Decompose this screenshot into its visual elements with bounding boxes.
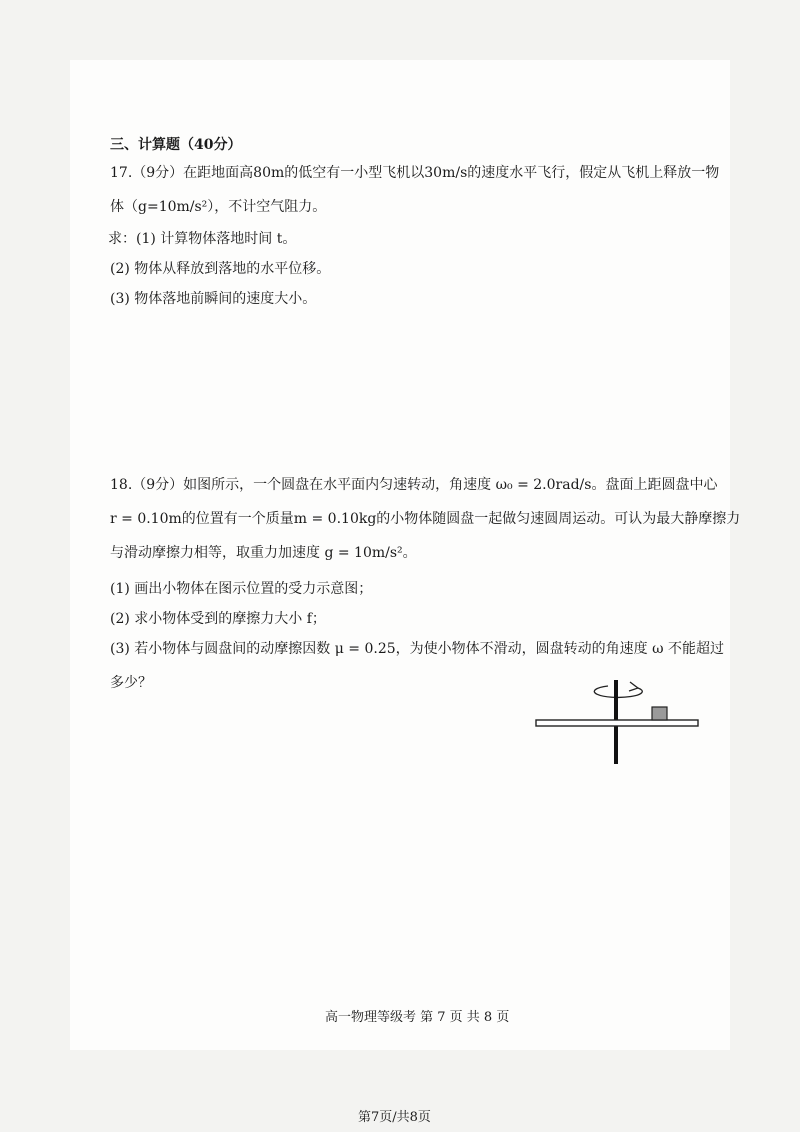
q18-part-3: (3) 若小物体与圆盘间的动摩擦因数 μ = 0.25，为使小物体不滑动，圆盘转动的角速度 ω 不能超过 xyxy=(110,641,724,657)
q17-part-1: 求：(1) 计算物体落地时间 t。 xyxy=(108,231,297,247)
q18-part-1: (1) 画出小物体在图示位置的受力示意图； xyxy=(110,581,373,597)
q17-line-1: 17.（9分）在距地面高80m的低空有一小型飞机以30m/s的速度水平飞行，假定从飞机上释放一物 xyxy=(110,165,720,181)
section-title: 三、计算题（40分） xyxy=(110,137,242,153)
q17-part-3: (3) 物体落地前瞬间的速度大小。 xyxy=(110,291,317,307)
small-block xyxy=(652,707,667,720)
q18-line-3: 与滑动摩擦力相等，取重力加速度 g = 10m/s²。 xyxy=(110,545,417,561)
page-number: 第7页/共8页 xyxy=(358,1110,431,1125)
exam-footer: 高一物理等级考 第 7 页 共 8 页 xyxy=(325,1010,510,1025)
q18-line-1: 18.（9分）如图所示，一个圆盘在水平面内匀速转动，角速度 ω₀ = 2.0rad/s。盘面上距圆盘中心 xyxy=(110,477,718,493)
rotation-arrowhead xyxy=(629,682,638,691)
q18-part-4: 多少？ xyxy=(110,675,152,691)
rotation-arrow xyxy=(594,686,642,697)
q17-part-2: (2) 物体从释放到落地的水平位移。 xyxy=(110,261,331,277)
q17-line-2: 体（g=10m/s²），不计空气阻力。 xyxy=(110,199,327,215)
rotating-disk-figure xyxy=(530,676,705,771)
disk xyxy=(536,720,698,726)
q18-part-2: (2) 求小物体受到的摩擦力大小 f； xyxy=(110,611,326,627)
q18-line-2: r = 0.10m的位置有一个质量m = 0.10kg的小物体随圆盘一起做匀速圆周运动。可认为最大静摩擦力 xyxy=(110,511,741,527)
